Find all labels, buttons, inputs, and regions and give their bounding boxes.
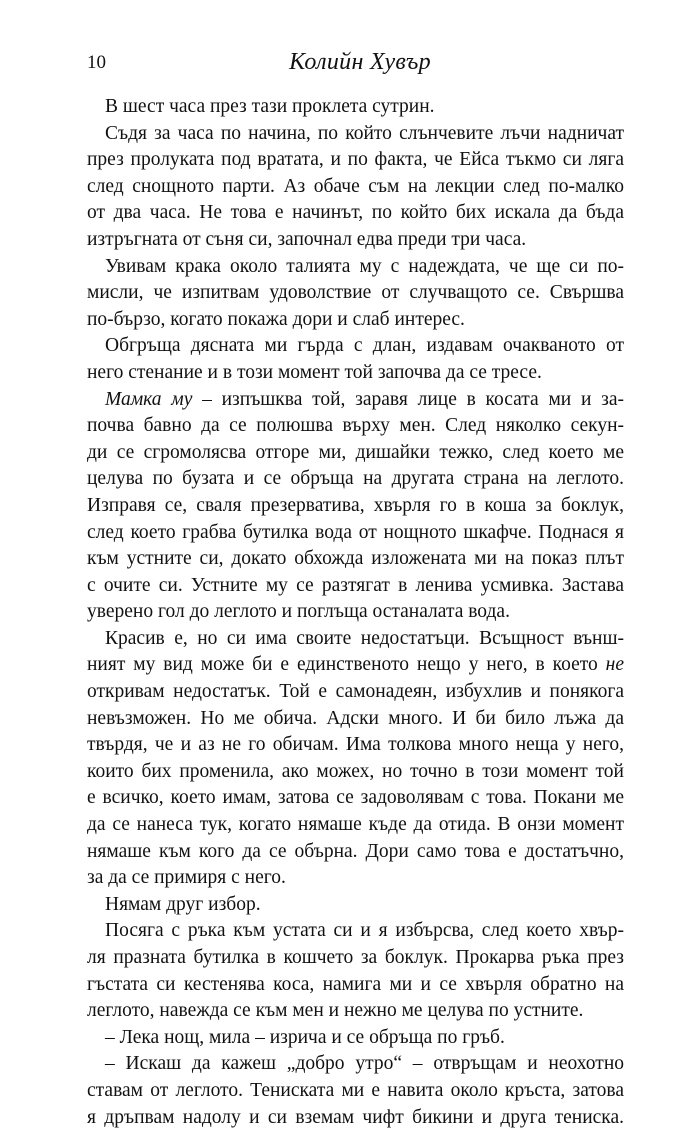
text-line: Увивам крака около талията му с надеждата, че ще си по- [105,255,624,277]
text-line: Нямам друг избор. [105,893,261,915]
text-line: от два часа. Не това е начинът, по който бих искала да бъда [87,202,624,224]
text-line: леглото, навежда се към мен и нежно ме целува по устните. [87,1000,584,1022]
text-line: които бих променила, ако можех, но точно в този момент той [87,760,624,782]
text-line: след което грабва бутилка вода от нощното шкафче. Поднася я [87,521,624,543]
text-line: за да се примиря с него. [87,867,286,889]
text-line: ди се сгромолясва отгоре ми, дишайки тежко, след което ме [87,441,624,463]
text-line: В шест часа през тази проклета сутрин. [105,96,435,117]
text-line: я дръпвам надолу и си вземам чифт бикини и друга тениска. [87,1106,624,1128]
text-line: Обгръща дясната ми гърда с длан, издавам очакваното от [105,335,624,357]
text-line: с очите си. Устните му се разтягат в ленива усмивка. Застава [87,574,624,596]
text-line: ставам от леглото. Тениската ми е навита около кръста, затова [87,1079,624,1101]
body-text [87,94,624,1131]
text-line: почва бавно да се полюшва върху мен. След няколко секун- [87,415,624,437]
text-line: да се нанеса тук, когато нямаше къде да отида. В онзи момент [87,814,624,836]
text-line: откривам недостатък. Той е самонадеян, избухлив и понякога [87,681,624,703]
text-line: Красив е, но си има своите недостатъци. Всъщност външ- [105,627,624,649]
text-line: изтръгната от съня си, започнал едва преди три часа. [87,228,527,250]
text-line-content: ният му вид може би е единственото нещо у него, в което [87,654,606,676]
text-line: Посяга с ръка към устата си и я избърсва, след което хвър- [105,920,624,942]
text-line: е всичко, което имам, затова се задоволявам с това. Покани ме [87,787,624,809]
text-line: Изправя се, сваля презервативa, хвърля го в коша за боклук, [87,494,624,516]
text-line: твърдя, че и аз не го обичам. Има толкова много неща у него, [87,734,624,756]
text-line: него стенание и в този момент той започва да се тресе. [87,361,542,383]
text-line: – Лека нощ, мила – изрича и се обръща по гръб. [105,1026,505,1048]
text-line: гъстата си кестенява коса, намигa ми и се хвърля обратно на [87,973,624,995]
text-line: нямаше към кого да се обърна. Дори само това е достатъчно, [87,840,624,862]
text-line: невъзможен. Но ме обича. Адски много. И би било лъжа да [87,707,624,729]
text-line: през пролуката под вратата, и по факта, че Ейса тъкмо си ляга [87,149,624,171]
text-line-content: – изпъшква той, заравя лице в косата ми и за- [192,388,624,410]
running-head-author: Колийн Хувър [289,49,431,75]
text-line: уверено гол до леглото и поглъща останалата вода. [87,601,510,623]
text-line: Съдя за часа по начина, по който слънчевите лъчи надничат [105,122,624,144]
text-line: целува по бузата и се обръща на другата страна на леглото. [87,468,624,490]
text-line: по-бързо, когато покажа дори и слаб интерес. [87,308,465,330]
text-emphasis: Мамка му [105,388,193,410]
text-line: мисли, че изпитвам удоволствие от случващото се. Свършва [87,282,624,304]
text-emphasis: не [605,654,624,676]
text-line [87,387,624,414]
text-line: ля празната бутилка в кошчето за боклук. Прокарва ръка през [87,947,624,968]
text-line [87,652,624,679]
text-line: след снощното парти. Аз обаче съм на лекции след по-малко [87,175,624,197]
page-number: 10 [87,52,106,73]
text-line: към устните си, докато обхожда изложената ми на показ плът [87,548,624,570]
text-line: – Искаш да кажеш „добро утро“ – отвръщам и неохотно [105,1053,624,1075]
